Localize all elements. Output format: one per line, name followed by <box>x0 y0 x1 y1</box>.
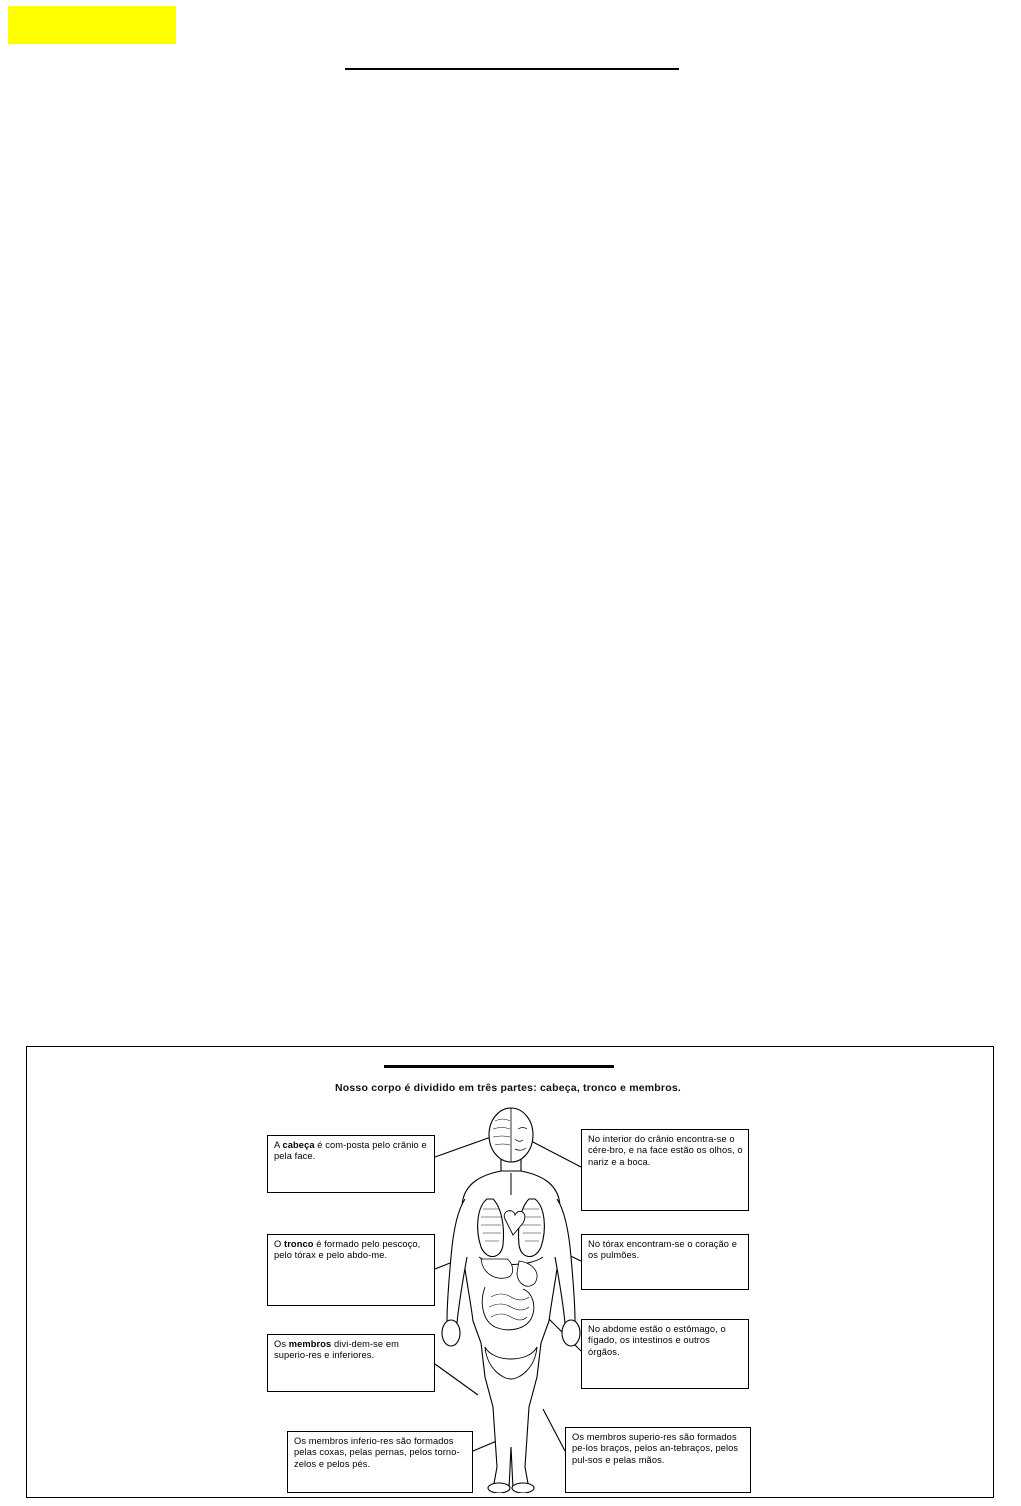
callout-lower-limbs: Os membros inferio-res são formados pelas coxas, pelas pernas, pelos torno-zelos e pelos pés. <box>287 1431 473 1493</box>
callout-head <box>267 1135 435 1193</box>
yellow-highlight-block <box>8 6 176 44</box>
callout-members-rest: divi-dem-se em superio-res e inferiores. <box>274 1339 399 1361</box>
callout-trunk-lead: O <box>274 1239 285 1249</box>
callout-head-lead: A <box>274 1140 283 1150</box>
callout-head-keyword: cabeça <box>282 1140 315 1150</box>
callout-skull-face: No interior do crânio encontra-se o cére-bro, e na face estão os olhos, o nariz e a boca. <box>581 1129 749 1211</box>
callout-members-keyword: membros <box>288 1339 332 1349</box>
figure-horizontal-rule <box>384 1065 614 1068</box>
top-horizontal-rule <box>345 68 679 70</box>
callout-thorax: No tórax encontram-se o coração e os pulmões. <box>581 1234 749 1290</box>
figure-frame <box>26 1046 994 1498</box>
callout-trunk-rest: é formado pelo pescoço, pelo tórax e pelo abdo-me. <box>274 1239 421 1261</box>
callout-abdomen: No abdome estão o estômago, o fígado, os intestinos e outros órgãos. <box>581 1319 749 1389</box>
callout-upper-limbs: Os membros superio-res são formados pe-los braços, pelos an-tebraços, pelos pul-sos e pelas mãos. <box>565 1427 751 1493</box>
callout-head-rest: é com-posta pelo crânio e pela face. <box>274 1140 427 1162</box>
diagram-title: Nosso corpo é dividido em três partes: cabeça, tronco e membros. <box>335 1082 681 1094</box>
callout-trunk-keyword: tronco <box>284 1239 314 1249</box>
callout-members <box>267 1334 435 1392</box>
body-parts-diagram <box>263 1079 753 1495</box>
callout-trunk <box>267 1234 435 1306</box>
callout-members-lead: Os <box>274 1339 289 1349</box>
